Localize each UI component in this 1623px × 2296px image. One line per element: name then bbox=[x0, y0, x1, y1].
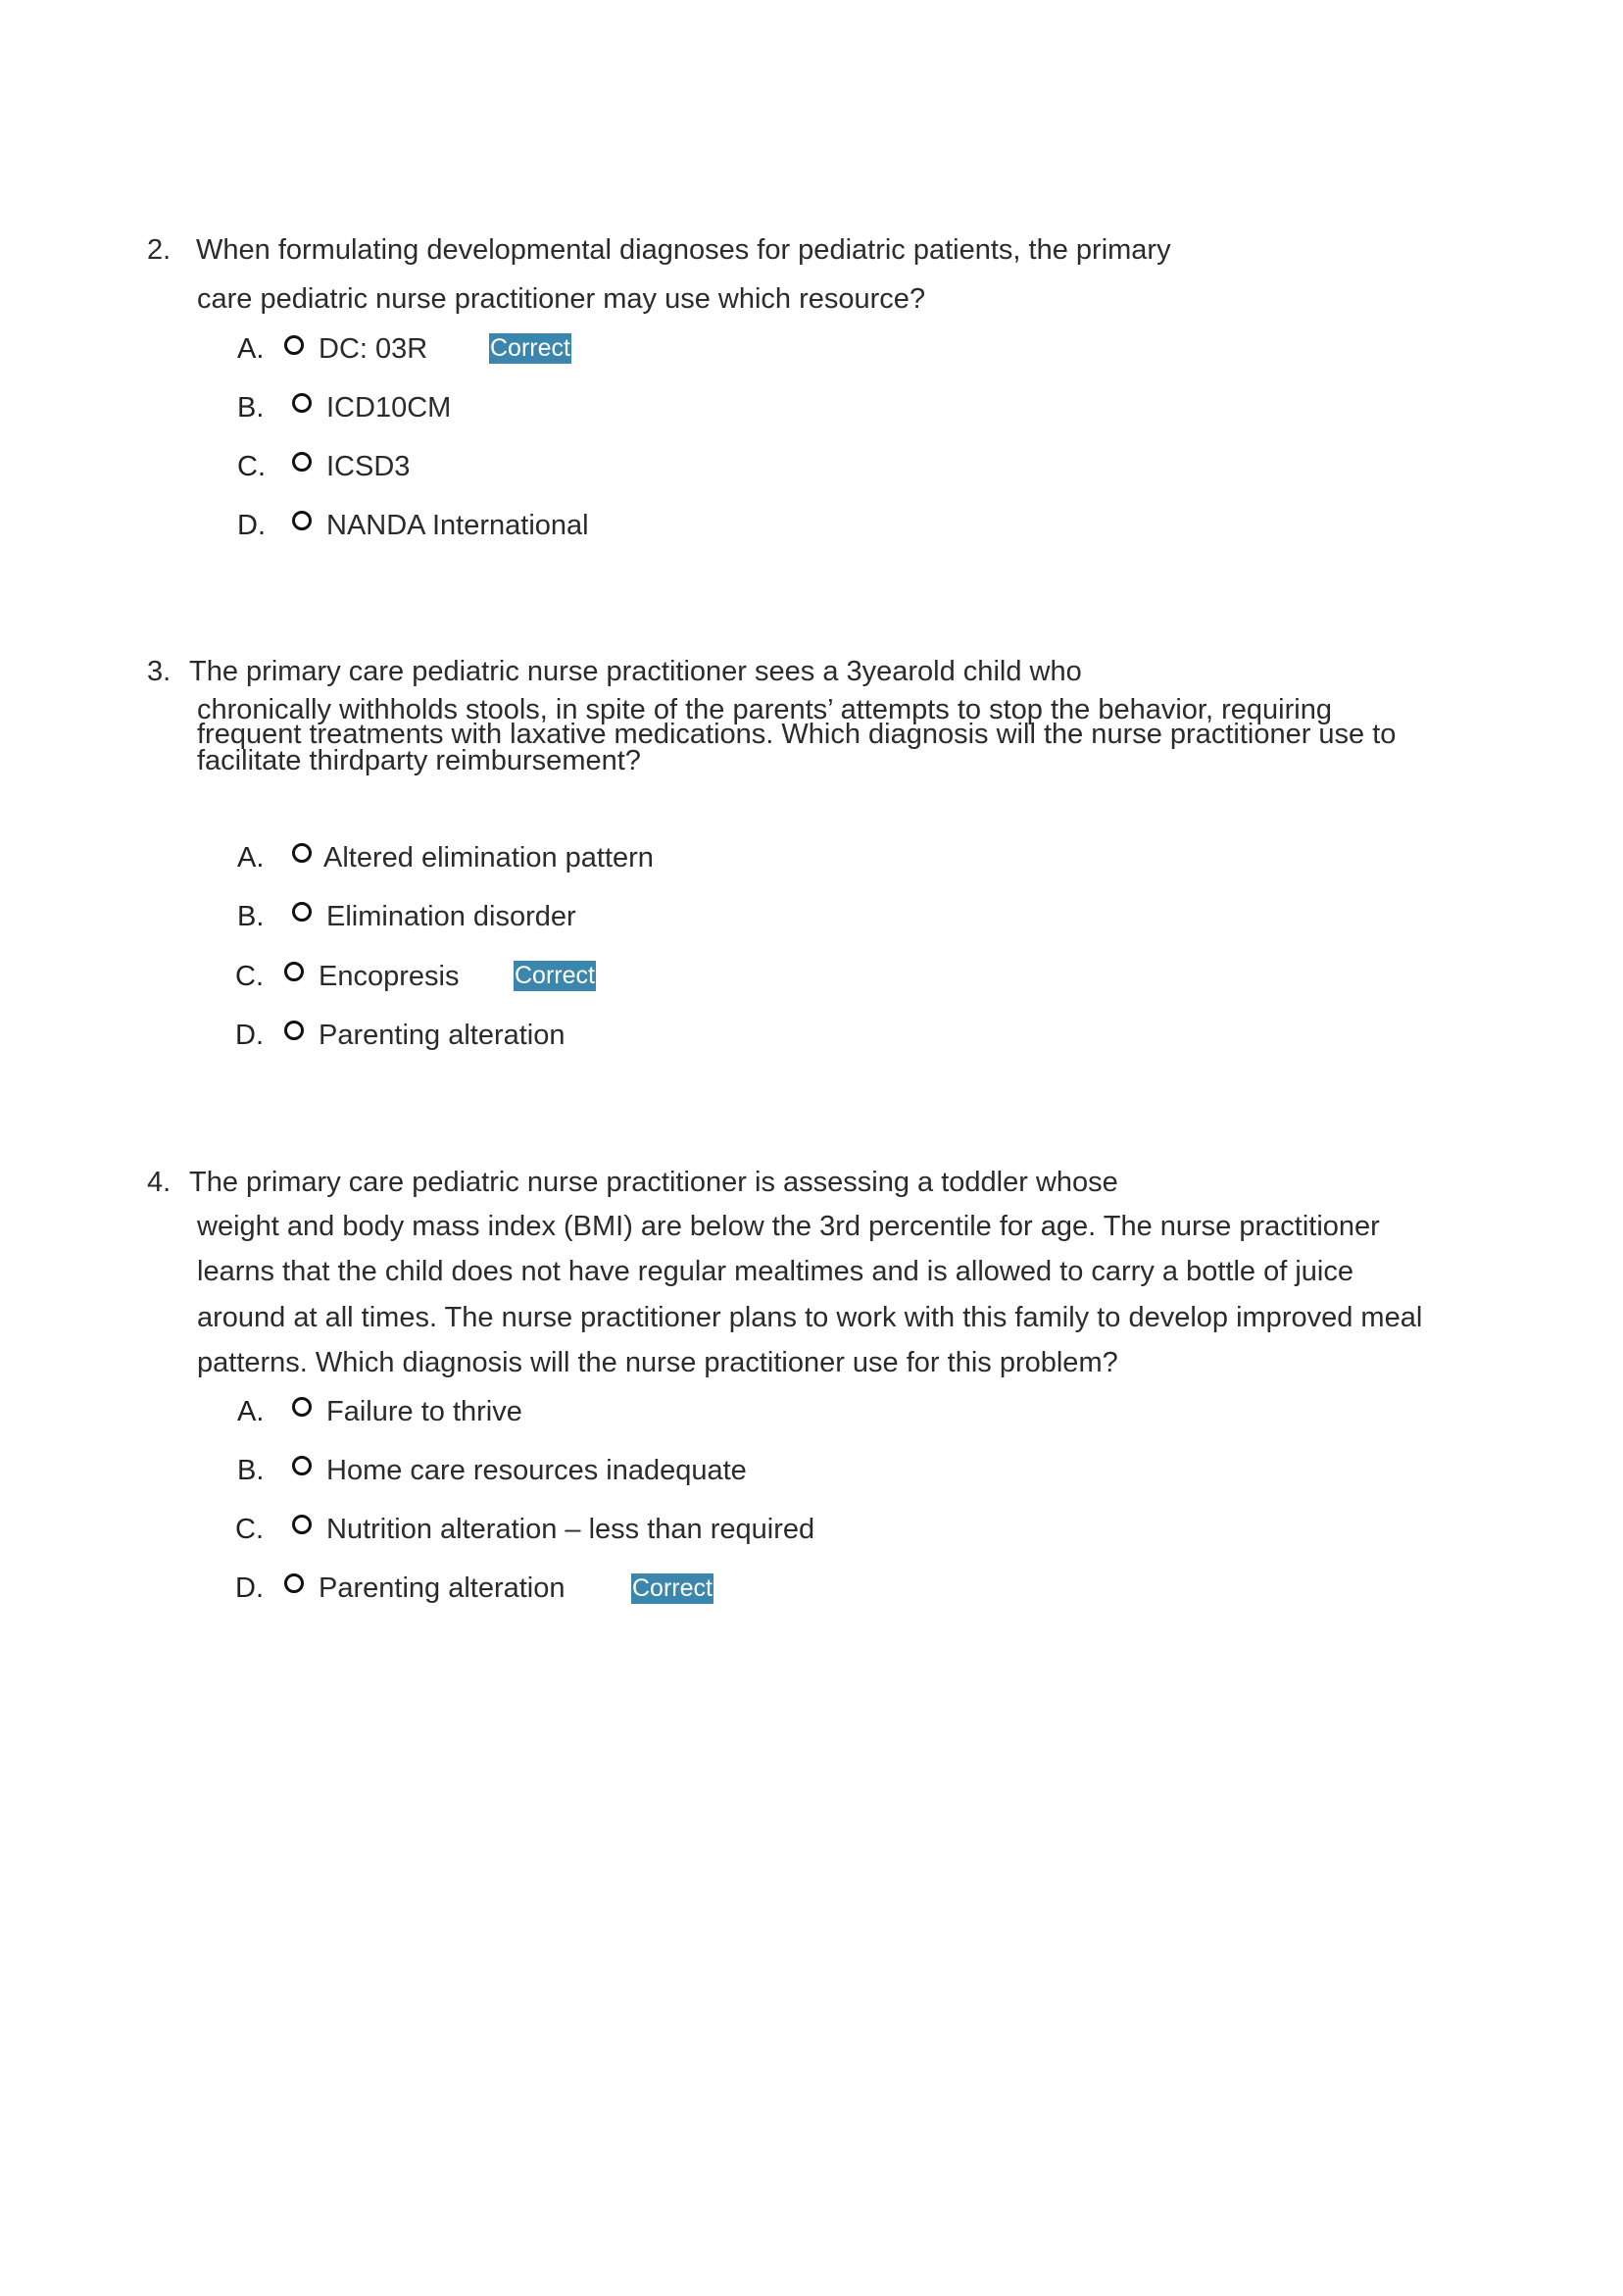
radio-button[interactable] bbox=[292, 1397, 312, 1417]
option-letter: B. bbox=[237, 901, 265, 932]
option-letter: C. bbox=[235, 961, 264, 992]
radio-button[interactable] bbox=[284, 335, 304, 355]
option-text: Home care resources inadequate bbox=[326, 1455, 747, 1486]
option-letter: A. bbox=[237, 333, 265, 365]
option-text: DC: 03R bbox=[319, 333, 428, 365]
radio-button[interactable] bbox=[292, 393, 312, 413]
option-letter: A. bbox=[237, 1396, 265, 1427]
correct-badge: Correct bbox=[490, 334, 570, 362]
radio-button[interactable] bbox=[292, 1515, 312, 1534]
question-text: facilitate thirdparty reimbursement? bbox=[197, 745, 641, 776]
option-text: Parenting alteration bbox=[319, 1572, 566, 1604]
radio-button[interactable] bbox=[292, 843, 312, 863]
radio-button[interactable] bbox=[284, 962, 304, 981]
question-number: 3. bbox=[147, 656, 172, 687]
option-letter: D. bbox=[237, 510, 266, 541]
radio-button[interactable] bbox=[292, 1456, 312, 1475]
correct-badge: Correct bbox=[632, 1574, 713, 1602]
radio-button[interactable] bbox=[292, 452, 312, 472]
option-letter: B. bbox=[237, 1455, 265, 1486]
radio-button[interactable] bbox=[292, 511, 312, 530]
option-text: Parenting alteration bbox=[319, 1020, 566, 1051]
option-text: ICSD3 bbox=[326, 451, 411, 482]
correct-badge: Correct bbox=[515, 962, 595, 989]
question-text: The primary care pediatric nurse practitioner is assessing a toddler whose bbox=[189, 1167, 1118, 1198]
option-letter: A. bbox=[237, 842, 265, 873]
option-letter: D. bbox=[235, 1020, 264, 1051]
question-text: When formulating developmental diagnoses for pediatric patients, the primary bbox=[196, 234, 1171, 266]
question-text: learns that the child does not have regular mealtimes and is allowed to carry a bottle of juice bbox=[197, 1256, 1353, 1287]
option-letter: D. bbox=[235, 1572, 264, 1604]
question-text: around at all times. The nurse practitioner plans to work with this family to develop improved meal bbox=[197, 1302, 1423, 1333]
option-letter: C. bbox=[237, 451, 266, 482]
radio-button[interactable] bbox=[284, 1573, 304, 1593]
question-text: patterns. Which diagnosis will the nurse practitioner use for this problem? bbox=[197, 1347, 1118, 1378]
question-number: 4. bbox=[147, 1167, 172, 1198]
option-text: Failure to thrive bbox=[326, 1396, 522, 1427]
option-text: Nutrition alteration – less than required bbox=[326, 1514, 815, 1545]
option-letter: B. bbox=[237, 392, 265, 424]
option-text: Elimination disorder bbox=[326, 901, 576, 932]
option-letter: C. bbox=[235, 1514, 264, 1545]
question-text: chronically withholds stools, in spite of the parents’ attempts to stop the behavior, requiring bbox=[197, 694, 1332, 725]
question-text: The primary care pediatric nurse practitioner sees a 3yearold child who bbox=[189, 656, 1082, 687]
option-text: NANDA International bbox=[326, 510, 589, 541]
question-text: care pediatric nurse practitioner may use which resource? bbox=[197, 283, 926, 315]
question-text: weight and body mass index (BMI) are below the 3rd percentile for age. The nurse practitioner bbox=[197, 1211, 1380, 1242]
question-number: 2. bbox=[147, 234, 172, 266]
radio-button[interactable] bbox=[284, 1021, 304, 1040]
option-text: ICD10CM bbox=[326, 392, 452, 424]
question-text: frequent treatments with laxative medications. Which diagnosis will the nurse practitioner use to bbox=[197, 719, 1397, 750]
radio-button[interactable] bbox=[292, 902, 312, 922]
option-text: Encopresis bbox=[319, 961, 460, 992]
option-text: Altered elimination pattern bbox=[323, 842, 654, 873]
